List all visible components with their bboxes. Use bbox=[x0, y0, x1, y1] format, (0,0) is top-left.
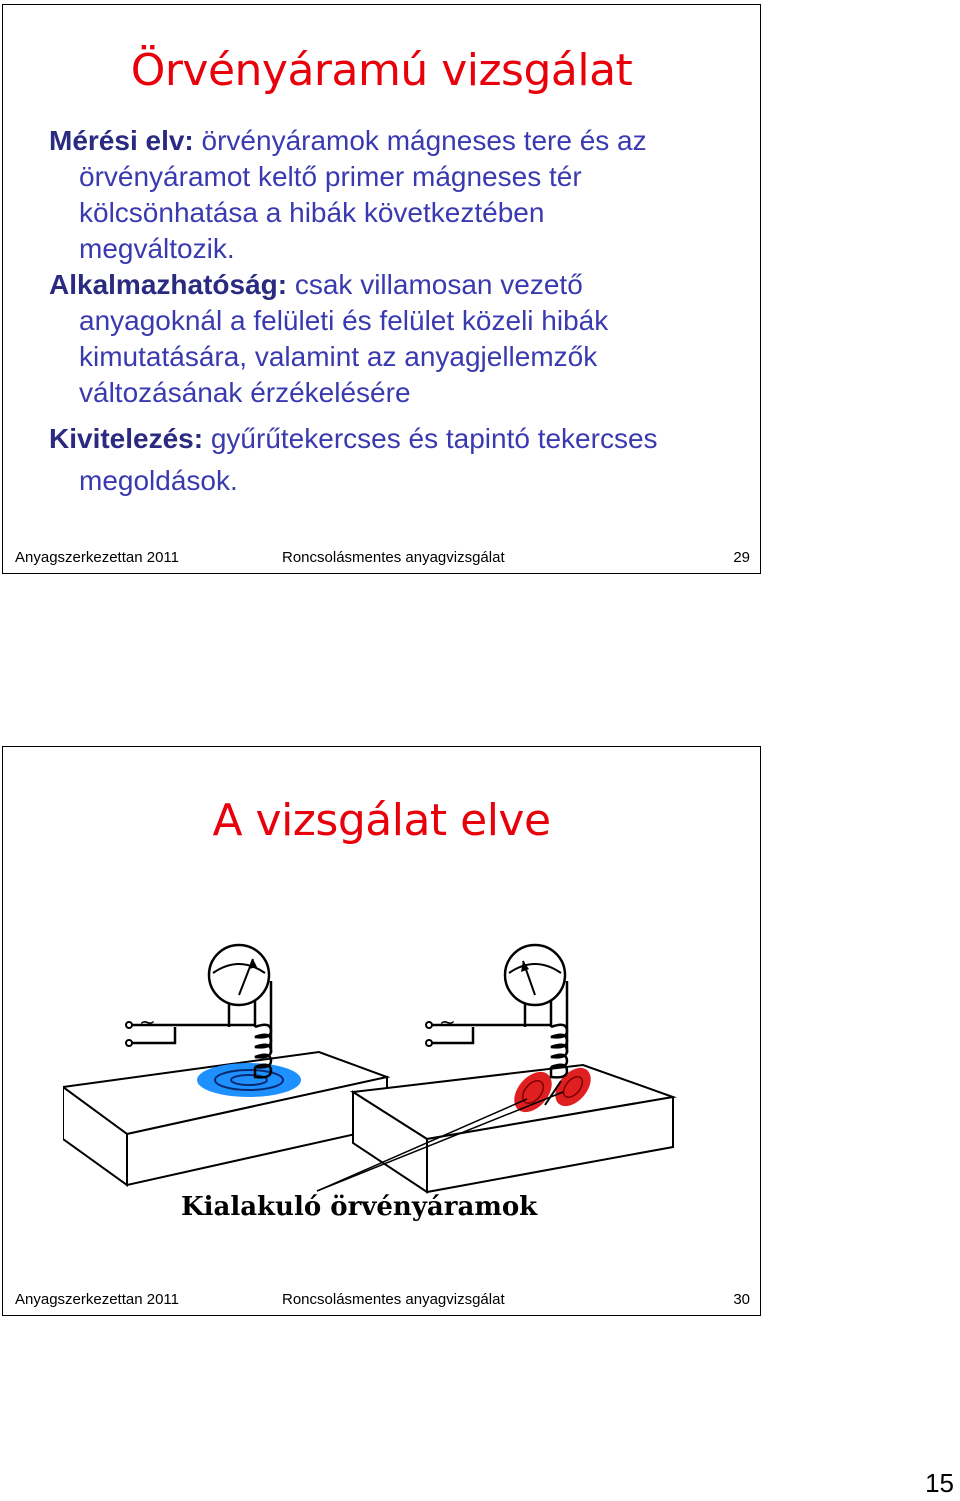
applicability-text-4: változásának érzékelésére bbox=[79, 377, 411, 408]
implementation-text-2: megoldások. bbox=[79, 465, 238, 496]
principle-text-3: kölcsönhatása a hibák következtében bbox=[79, 197, 545, 228]
implementation-paragraph bbox=[49, 421, 740, 505]
ac-symbol-left: ~ bbox=[139, 1010, 156, 1034]
slide-body bbox=[49, 123, 740, 505]
coil-right bbox=[551, 987, 567, 1077]
slide-title: A vizsgálat elve bbox=[212, 795, 551, 846]
footer-slide-number: 30 bbox=[733, 1291, 750, 1308]
slide-30 bbox=[2, 746, 761, 1316]
terminal-right-1 bbox=[426, 1022, 432, 1028]
slide-footer bbox=[3, 549, 760, 567]
meter-left bbox=[209, 945, 269, 1005]
diagram-caption: Kialakuló örvényáramok bbox=[181, 1192, 538, 1222]
applicability-paragraph bbox=[49, 267, 740, 411]
ac-symbol-right: ~ bbox=[439, 1010, 456, 1034]
applicability-label: Alkalmazhatóság: bbox=[49, 269, 288, 300]
principle-label: Mérési elv: bbox=[49, 125, 194, 156]
eddy-current-diagram bbox=[63, 877, 723, 1267]
footer-course: Anyagszerkezettan 2011 bbox=[15, 1291, 179, 1308]
meter-right bbox=[505, 945, 565, 1005]
terminal-left-1 bbox=[126, 1022, 132, 1028]
applicability-text-1: csak villamosan vezető bbox=[287, 269, 583, 300]
principle-paragraph bbox=[49, 123, 740, 267]
slide-29 bbox=[2, 4, 761, 574]
footer-slide-number: 29 bbox=[733, 549, 750, 566]
footer-topic: Roncsolásmentes anyagvizsgálat bbox=[282, 549, 505, 566]
principle-text-4: megváltozik. bbox=[79, 233, 235, 264]
implementation-text-1: gyűrűtekercses és tapintó tekercses bbox=[203, 423, 658, 454]
slide-title: Örvényáramú vizsgálat bbox=[130, 45, 633, 96]
implementation-label: Kivitelezés: bbox=[49, 423, 204, 454]
left-setup bbox=[63, 945, 387, 1185]
terminal-right-2 bbox=[426, 1040, 432, 1046]
page-number: 15 bbox=[925, 1468, 954, 1498]
principle-text-1: örvényáramok mágneses tere és az bbox=[193, 125, 647, 156]
footer-topic: Roncsolásmentes anyagvizsgálat bbox=[282, 1291, 505, 1308]
slide-footer bbox=[3, 1291, 760, 1309]
principle-text-2: örvényáramot keltő primer mágneses tér bbox=[79, 161, 582, 192]
applicability-text-3: kimutatására, valamint az anyagjellemzők bbox=[79, 341, 598, 372]
footer-course: Anyagszerkezettan 2011 bbox=[15, 549, 179, 566]
applicability-text-2: anyagoknál a felületi és felület közeli hibák bbox=[79, 305, 609, 336]
terminal-left-2 bbox=[126, 1040, 132, 1046]
eddy-current-blue bbox=[197, 1063, 301, 1097]
